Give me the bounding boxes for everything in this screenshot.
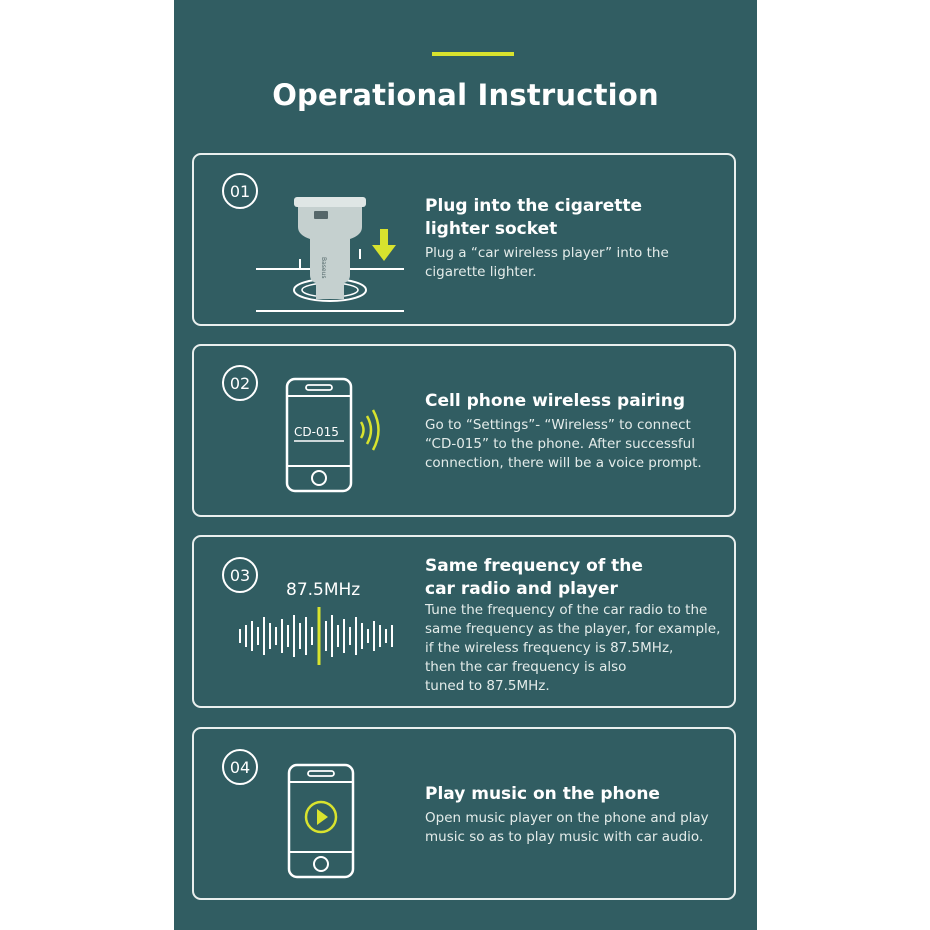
step-heading: Same frequency of the car radio and player: [425, 556, 643, 599]
step-body: Open music player on the phone and play music so as to play music with car audio.: [425, 810, 709, 845]
step-text: [425, 195, 725, 282]
phone-wireless-icon: [284, 376, 394, 496]
step-number-badge: 04: [222, 749, 258, 785]
step-card-4: [192, 727, 736, 900]
step-heading: Cell phone wireless pairing: [425, 391, 685, 411]
step-body: Plug a “car wireless player” into the cigarette lighter.: [425, 245, 669, 280]
device-name-label: CD-015: [294, 425, 339, 439]
step-number-badge: 03: [222, 557, 258, 593]
device-brand-label: Baseus: [320, 257, 327, 279]
car-charger-icon: [250, 177, 410, 317]
step-card-1: [192, 153, 736, 326]
accent-bar: [432, 52, 514, 56]
step-body: Go to “Settings”- “Wireless” to connect “CD-015” to the phone. After successful connection, there will be a voice prompt.: [425, 417, 702, 471]
step-card-2: [192, 344, 736, 517]
step-text: [425, 783, 725, 847]
step-card-3: [192, 535, 736, 708]
step-number-badge: 02: [222, 365, 258, 401]
step-text: [425, 390, 725, 473]
step-heading: Play music on the phone: [425, 784, 660, 804]
radio-frequency-icon: [236, 603, 396, 673]
phone-play-icon: [286, 762, 358, 880]
instruction-panel: [174, 0, 757, 930]
step-number-badge: 01: [222, 173, 258, 209]
frequency-label: 87.5MHz: [286, 580, 361, 600]
step-heading: Plug into the cigarette lighter socket: [425, 196, 643, 239]
step-body: Tune the frequency of the car radio to the same frequency as the player, for example, if the wireless frequency is 87.5MHz, then the car frequency is also tuned to 87.5MHz.: [425, 602, 721, 694]
step-text: [425, 555, 725, 696]
page-title: Operational Instruction: [272, 78, 659, 112]
